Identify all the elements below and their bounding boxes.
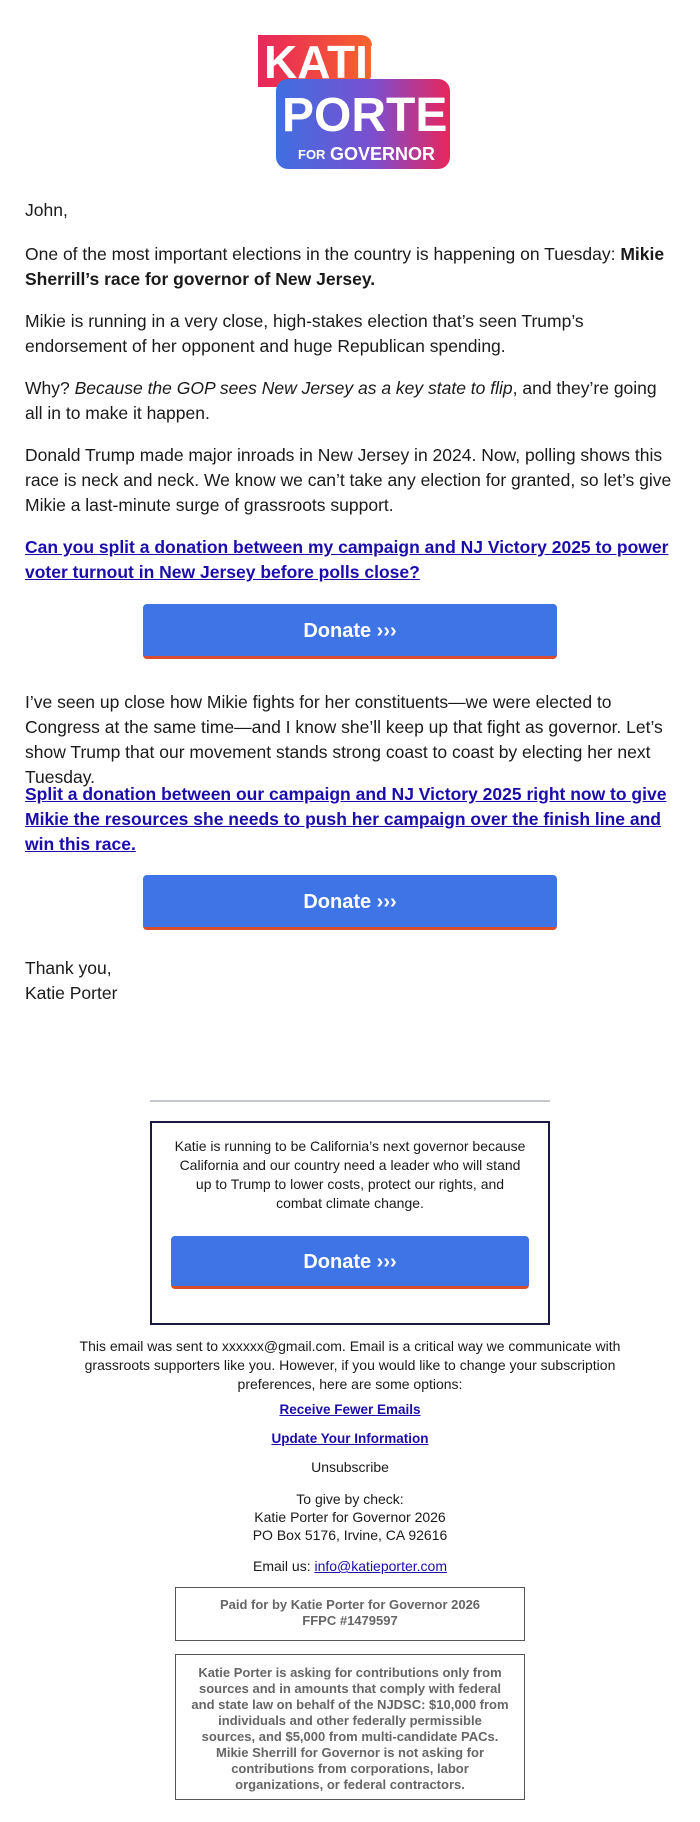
logo-for: FOR xyxy=(298,147,326,162)
paragraph-4: Donald Trump made major inroads in New Jersey in 2024. Now, polling shows this race is neck and neck. We know we can’t take any election for granted, so let’s give Mikie a last-minute surge of grassroots support. xyxy=(25,445,672,515)
logo-line2: PORTER xyxy=(282,89,483,142)
fewer-emails-para xyxy=(60,1400,640,1419)
disclaimer-text: Katie Porter is asking for contributions only from sources and in amounts that comply with federal and state law on behalf of the NJDSC: $10,000 from individuals and other federally permissible sources, and $5,000 from multi-candidate PACs. Mikie Sherrill for Governor is not asking for contributions from corporations, labor organizations, or federal contractors. xyxy=(191,1665,509,1792)
email-us-link[interactable]: info@katieporter.com xyxy=(314,1558,447,1574)
paragraph-3-why: Why? xyxy=(25,378,75,398)
paragraph-3 xyxy=(25,376,675,426)
signature: Katie Porter xyxy=(25,983,118,1003)
logo-graphic xyxy=(248,31,483,171)
donation-link-1[interactable]: Can you split a donation between my campaign and NJ Victory 2025 to power voter turnout in New Jersey before polls close? xyxy=(25,537,669,582)
logo-line1: KATIE xyxy=(264,36,399,88)
paragraph-2: Mikie is running in a very close, high-stakes election that’s seen Trump’s endorsement of her opponent and huge Republican spending. xyxy=(25,311,584,356)
donate-button-2[interactable]: Donate ››› xyxy=(143,875,557,930)
logo-office: GOVERNOR xyxy=(330,144,436,164)
divider xyxy=(150,1100,550,1102)
paragraph-3-italic: Because the GOP sees New Jersey as a key state to flip xyxy=(74,378,513,398)
email-us-label: Email us: xyxy=(253,1558,315,1574)
check-name: Katie Porter for Governor 2026 xyxy=(254,1509,446,1525)
promo-text: Katie is running to be California’s next governor because California and our country need a leader who will stand up to Trump to lower costs, protect our rights, and combat climate change. xyxy=(174,1138,526,1211)
paragraph-1 xyxy=(25,242,675,292)
donation-link-1-para xyxy=(25,535,675,585)
promo-donate-button[interactable]: Donate ››› xyxy=(171,1236,529,1289)
paragraph-3-rest: , and they’re going all in to make it happen. xyxy=(25,378,657,423)
disclaimer-box xyxy=(175,1654,525,1800)
footer-sent-to: This email was sent to xxxxxx@gmail.com. Email is a critical way we communicate with grassroots supporters like you. However, if you would like to change your subscription preferences, here are some options: xyxy=(79,1338,621,1392)
signoff: Thank you, xyxy=(25,958,112,978)
donation-link-2-para xyxy=(25,782,675,857)
check-address: PO Box 5176, Irvine, CA 92616 xyxy=(252,1527,448,1543)
paragraph-5: I’ve seen up close how Mikie fights for her constituents—we were elected to Congress at the same time—and I know she’ll keep up that fight as governor. Let’s show Trump that our movement stands strong coast to coast by electing her next Tuesday. xyxy=(25,692,663,787)
paid-for-box xyxy=(175,1587,525,1641)
update-information-link[interactable]: Update Your Information xyxy=(271,1431,429,1446)
promo-box xyxy=(150,1121,550,1325)
fppc-number: FFPC #1479597 xyxy=(302,1613,398,1628)
donation-link-2[interactable]: Split a donation between our campaign and NJ Victory 2025 right now to give Mikie the resources she needs to push her campaign over the finish line and win this race. xyxy=(25,784,667,854)
receive-fewer-emails-link[interactable]: Receive Fewer Emails xyxy=(279,1402,421,1417)
greeting: John, xyxy=(25,200,68,220)
paid-for-text: Paid for by Katie Porter for Governor 2026 xyxy=(219,1597,481,1612)
paragraph-1-bold: Mikie Sherrill’s race for governor of New Jersey. xyxy=(25,244,665,289)
campaign-logo xyxy=(248,31,483,171)
unsubscribe-para xyxy=(60,1458,640,1477)
update-info-para xyxy=(60,1429,640,1448)
email-us-line xyxy=(60,1557,640,1576)
donate-button-1[interactable]: Donate ››› xyxy=(143,604,557,659)
check-label: To give by check: xyxy=(296,1491,404,1507)
paragraph-1-text: One of the most important elections in the country is happening on Tuesday: xyxy=(25,244,621,264)
unsubscribe-link[interactable]: Unsubscribe xyxy=(311,1459,389,1475)
